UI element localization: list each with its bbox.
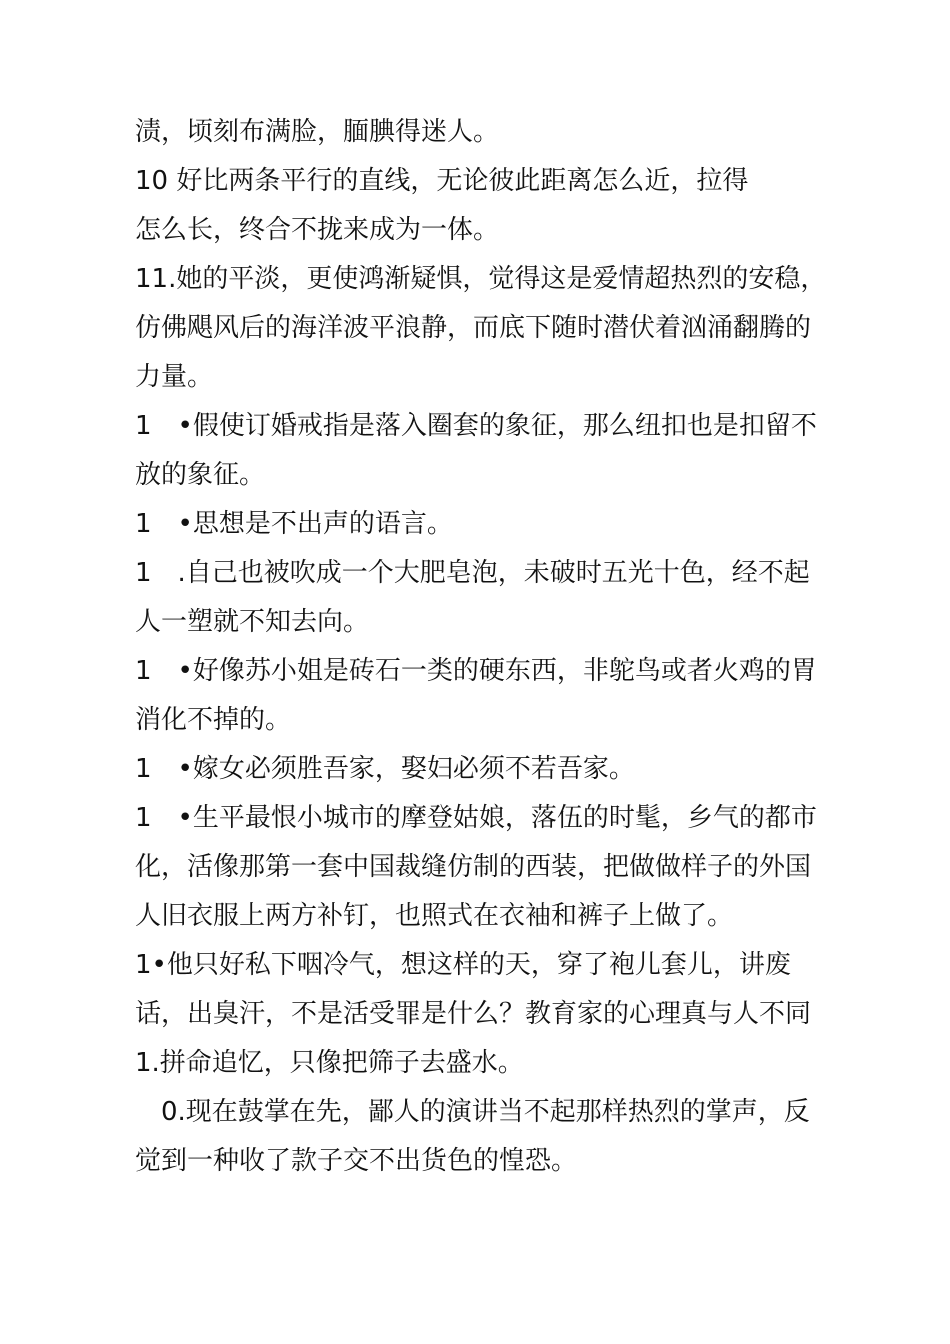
text-line: 1 •嫁女必须胜吾家，娶妇必须不若吾家。 [135,754,635,784]
text-line: 1•他只好私下咽冷气，想这样的天，穿了袍儿套儿，讲废 [135,950,791,980]
text-line: 消化不掉的。 [135,705,292,735]
text-line: 1.拼命追忆，只像把筛子去盛水。 [135,1048,524,1078]
text-line: 1 •假使订婚戒指是落入圈套的象征，那么纽扣也是扣留不 [135,411,817,441]
text-line: 放的象征。 [135,460,266,490]
text-line: 1 •生平最恨小城市的摩登姑娘，落伍的时髦，乡气的都市 [135,803,817,833]
text-line: 力量。 [135,362,214,392]
text-line: 1 .自己也被吹成一个大肥皂泡，未破时五光十色，经不起 [135,558,810,588]
text-line: 话，出臭汗，不是活受罪是什么？教育家的心理真与人不同 [135,999,812,1029]
text-line: 0.现在鼓掌在先，鄙人的演讲当不起那样热烈的掌声，反 [161,1097,810,1127]
text-line: 人一塑就不知去向。 [135,607,370,637]
text-line: 11.她的平淡，更使鸿渐疑惧，觉得这是爱情超热烈的安稳， [135,264,827,294]
text-line: 觉到一种收了款子交不出货色的惶恐。 [135,1146,578,1176]
text-line: 化，活像那第一套中国裁缝仿制的西装，把做做样子的外国 [135,852,812,882]
text-line: 人旧衣服上两方补钉，也照式在衣袖和裤子上做了。 [135,901,734,931]
document-body [135,108,827,1186]
text-line: 怎么长，终合不拢来成为一体。 [135,215,500,245]
text-line: 1 •好像苏小姐是砖石一类的硬东西，非鸵鸟或者火鸡的胃 [135,656,817,686]
text-line: 1 •思想是不出声的语言。 [135,509,453,539]
text-line: 渍，顷刻布满脸，腼腆得迷人。 [135,117,500,147]
text-line: 仿佛飓风后的海洋波平浪静，而底下随时潜伏着汹涌翻腾的 [135,313,812,343]
text-line: 10 好比两条平行的直线，无论彼此距离怎么近，拉得 [135,166,749,196]
